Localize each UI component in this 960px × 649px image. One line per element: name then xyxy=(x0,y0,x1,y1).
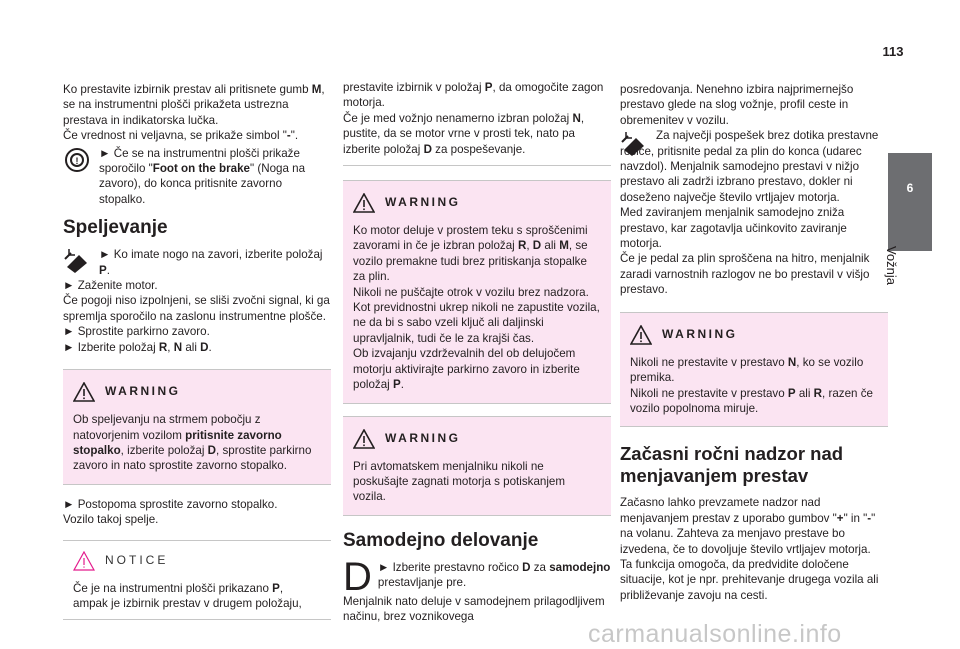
auto-continued: posredovanja. Nenehno izbira najprimernejšo prestavo glede na slog vožnje, profil ceste in obremenitev v vozilu. xyxy=(620,83,854,127)
warning-box-gear-change xyxy=(620,312,888,428)
column-1 xyxy=(63,82,331,632)
notice-triangle-icon xyxy=(73,551,95,571)
chapter-tab xyxy=(888,153,932,251)
auto-mode-text: D ► Izberite prestavno ročico D za samodejno prestavljanje pre. Menjalnik nato deluje v samodejnem prilagodljivem načinu, brez voznikovega xyxy=(343,554,611,624)
warning-triangle-icon xyxy=(353,429,375,449)
release-paragraph: Če je pedal za plin sproščena na hitro, menjalnik zaradi varnostnih razlogov ne bo prestavil v višjo prestavo. xyxy=(620,252,870,297)
section-heading-samodejno: Samodejno delovanje xyxy=(343,529,539,551)
notice-box xyxy=(63,540,331,621)
chapter-title: Vožnja xyxy=(884,245,900,286)
drop-cap: D xyxy=(343,554,372,599)
warning-title: WARNING xyxy=(662,326,738,341)
warning-triangle-icon xyxy=(73,382,95,402)
column-3 xyxy=(620,82,888,603)
foot-pedal-icon xyxy=(63,247,91,275)
warning-triangle-icon xyxy=(630,325,652,345)
warning-box-slope xyxy=(63,369,331,485)
step-select-gear: ► Izberite položaj R, N ali D. xyxy=(63,340,212,354)
kickdown-paragraph: Za največji pospešek brez dotika prestavne ročice, pritisnite pedal za plin do konca (udarec navzdol). Menjalnik samodejno prestavi v nižjo prestavo ali zadrži izbrano prestavo, dokler ni doseženo največje število vrtljajev motorja. xyxy=(620,129,879,204)
section-heading-speljevanje: Speljevanje xyxy=(63,217,168,239)
page-number: 113 xyxy=(882,44,904,59)
notice-title: NOTICE xyxy=(105,552,169,567)
warning-text: Ob speljevanju na strmem pobočju z natovorjenim vozilom pritisnite zavorno stopalko, izberite položaj D, sprostite parkirno zavoro in nato sprostite zavorno stopalko. xyxy=(73,413,312,473)
watermark: carmanualsonline.info xyxy=(588,620,842,648)
warning-title: WARNING xyxy=(385,430,461,445)
warning-text: Ko motor deluje v prostem teku s sproščenimi zavorami in če je izbran položaj R, D ali M, se vozilo premakne tudi brez pritiskanja stopalke za plin. Nikoli ne puščajte otrok v vozilu brez nadzora. Kot previdnostni ukrep nikoli ne zapustite vozila, ne da bi s sabo vzeli ključ ali daljinski upravljalnik, tudi če le za krajši čas. Ob izvajanju vzdrževalnih del ob delujočem motorju aktivirajte parkirno zavoro in izberite položaj P. xyxy=(353,224,600,392)
step-release-brake: ► Sprostite parkirno zavoro. xyxy=(63,325,210,339)
step-release-brake-pedal: ► Postopoma sprostite zavorno stopalko. xyxy=(63,497,278,511)
warning-box-push-start xyxy=(343,416,611,516)
warning-text: Nikoli ne prestavite v prestavo N, ko se vozilo premika. Nikoli ne prestavite v prestavo P ali R, razen če vozilo popolnoma miruje. xyxy=(630,355,873,415)
continued-notice: prestavite izbirnik v položaj P, da omogočite zagon motorja. Če je med vožnjo nenamerno izbran položaj N, pustite, da se motor vrne v prosti tek, nato pa izberite položaj D za pospeševanje. xyxy=(343,66,611,166)
vehicle-moves-text: Vozilo takoj spelje. xyxy=(63,513,159,527)
brake-pedal-icon xyxy=(63,146,91,174)
manual-paragraph: Začasno lahko prevzamete nadzor nad menjavanjem prestav z uporabo gumbov "+" in "-" na volanu. Zahteva za menjavo prestave bo izvedena, če to dovoljuje število vrtljajev motorja. Ta funkcija omogoča, da predvidite določene situacije, kot je npr. prehitevanje drugega vozila ali približevanje zavoju na cesti. xyxy=(620,496,879,602)
step-select-p: ► Ko imate nogo na zavori, izberite položaj P. xyxy=(63,247,331,278)
step-start-engine: ► Zaženite motor. xyxy=(63,279,158,293)
warning-text: Pri avtomatskem menjalniku nikoli ne poskušajte zagnati motorja s potiskanjem vozila. xyxy=(353,459,566,504)
step-conditions: Če pogoji niso izpolnjeni, se sliši zvočni signal, ki ga spremlja sporočilo na zaslonu instrumentne plošče. xyxy=(63,294,330,323)
braking-paragraph: Med zaviranjem menjalnik samodejno zniža prestavo, kar zagotavlja učinkovito zaviranje motorja. xyxy=(620,206,847,251)
chapter-number: 6 xyxy=(906,181,914,195)
brake-message: ! ► Če se na instrumentni plošči prikaže sporočilo "Foot on the brake" (Noga na zavoro), do konca pritisnite zavorno stopalko. xyxy=(63,146,331,208)
svg-text:!: ! xyxy=(75,155,79,166)
warning-title: WARNING xyxy=(385,195,461,210)
column-2 xyxy=(343,66,611,625)
warning-triangle-icon xyxy=(353,193,375,213)
section-heading-manual: Začasni ročni nadzor nad menjavanjem prestav xyxy=(620,443,844,487)
intro-paragraph: Ko prestavite izbirnik prestav ali pritisnete gumb M, se na instrumentni plošči prikažeta ustrezna prestava in indikatorska lučka. Če vrednost ni veljavna, se prikaže simbol "-". xyxy=(63,83,325,143)
warning-title: WARNING xyxy=(105,384,181,399)
chapter-title-wrapper xyxy=(884,238,912,298)
notice-text: Če je na instrumentni plošči prikazano P, ampak je izbirnik prestav v drugem položaju, xyxy=(73,581,302,610)
warning-box-creep xyxy=(343,180,611,403)
